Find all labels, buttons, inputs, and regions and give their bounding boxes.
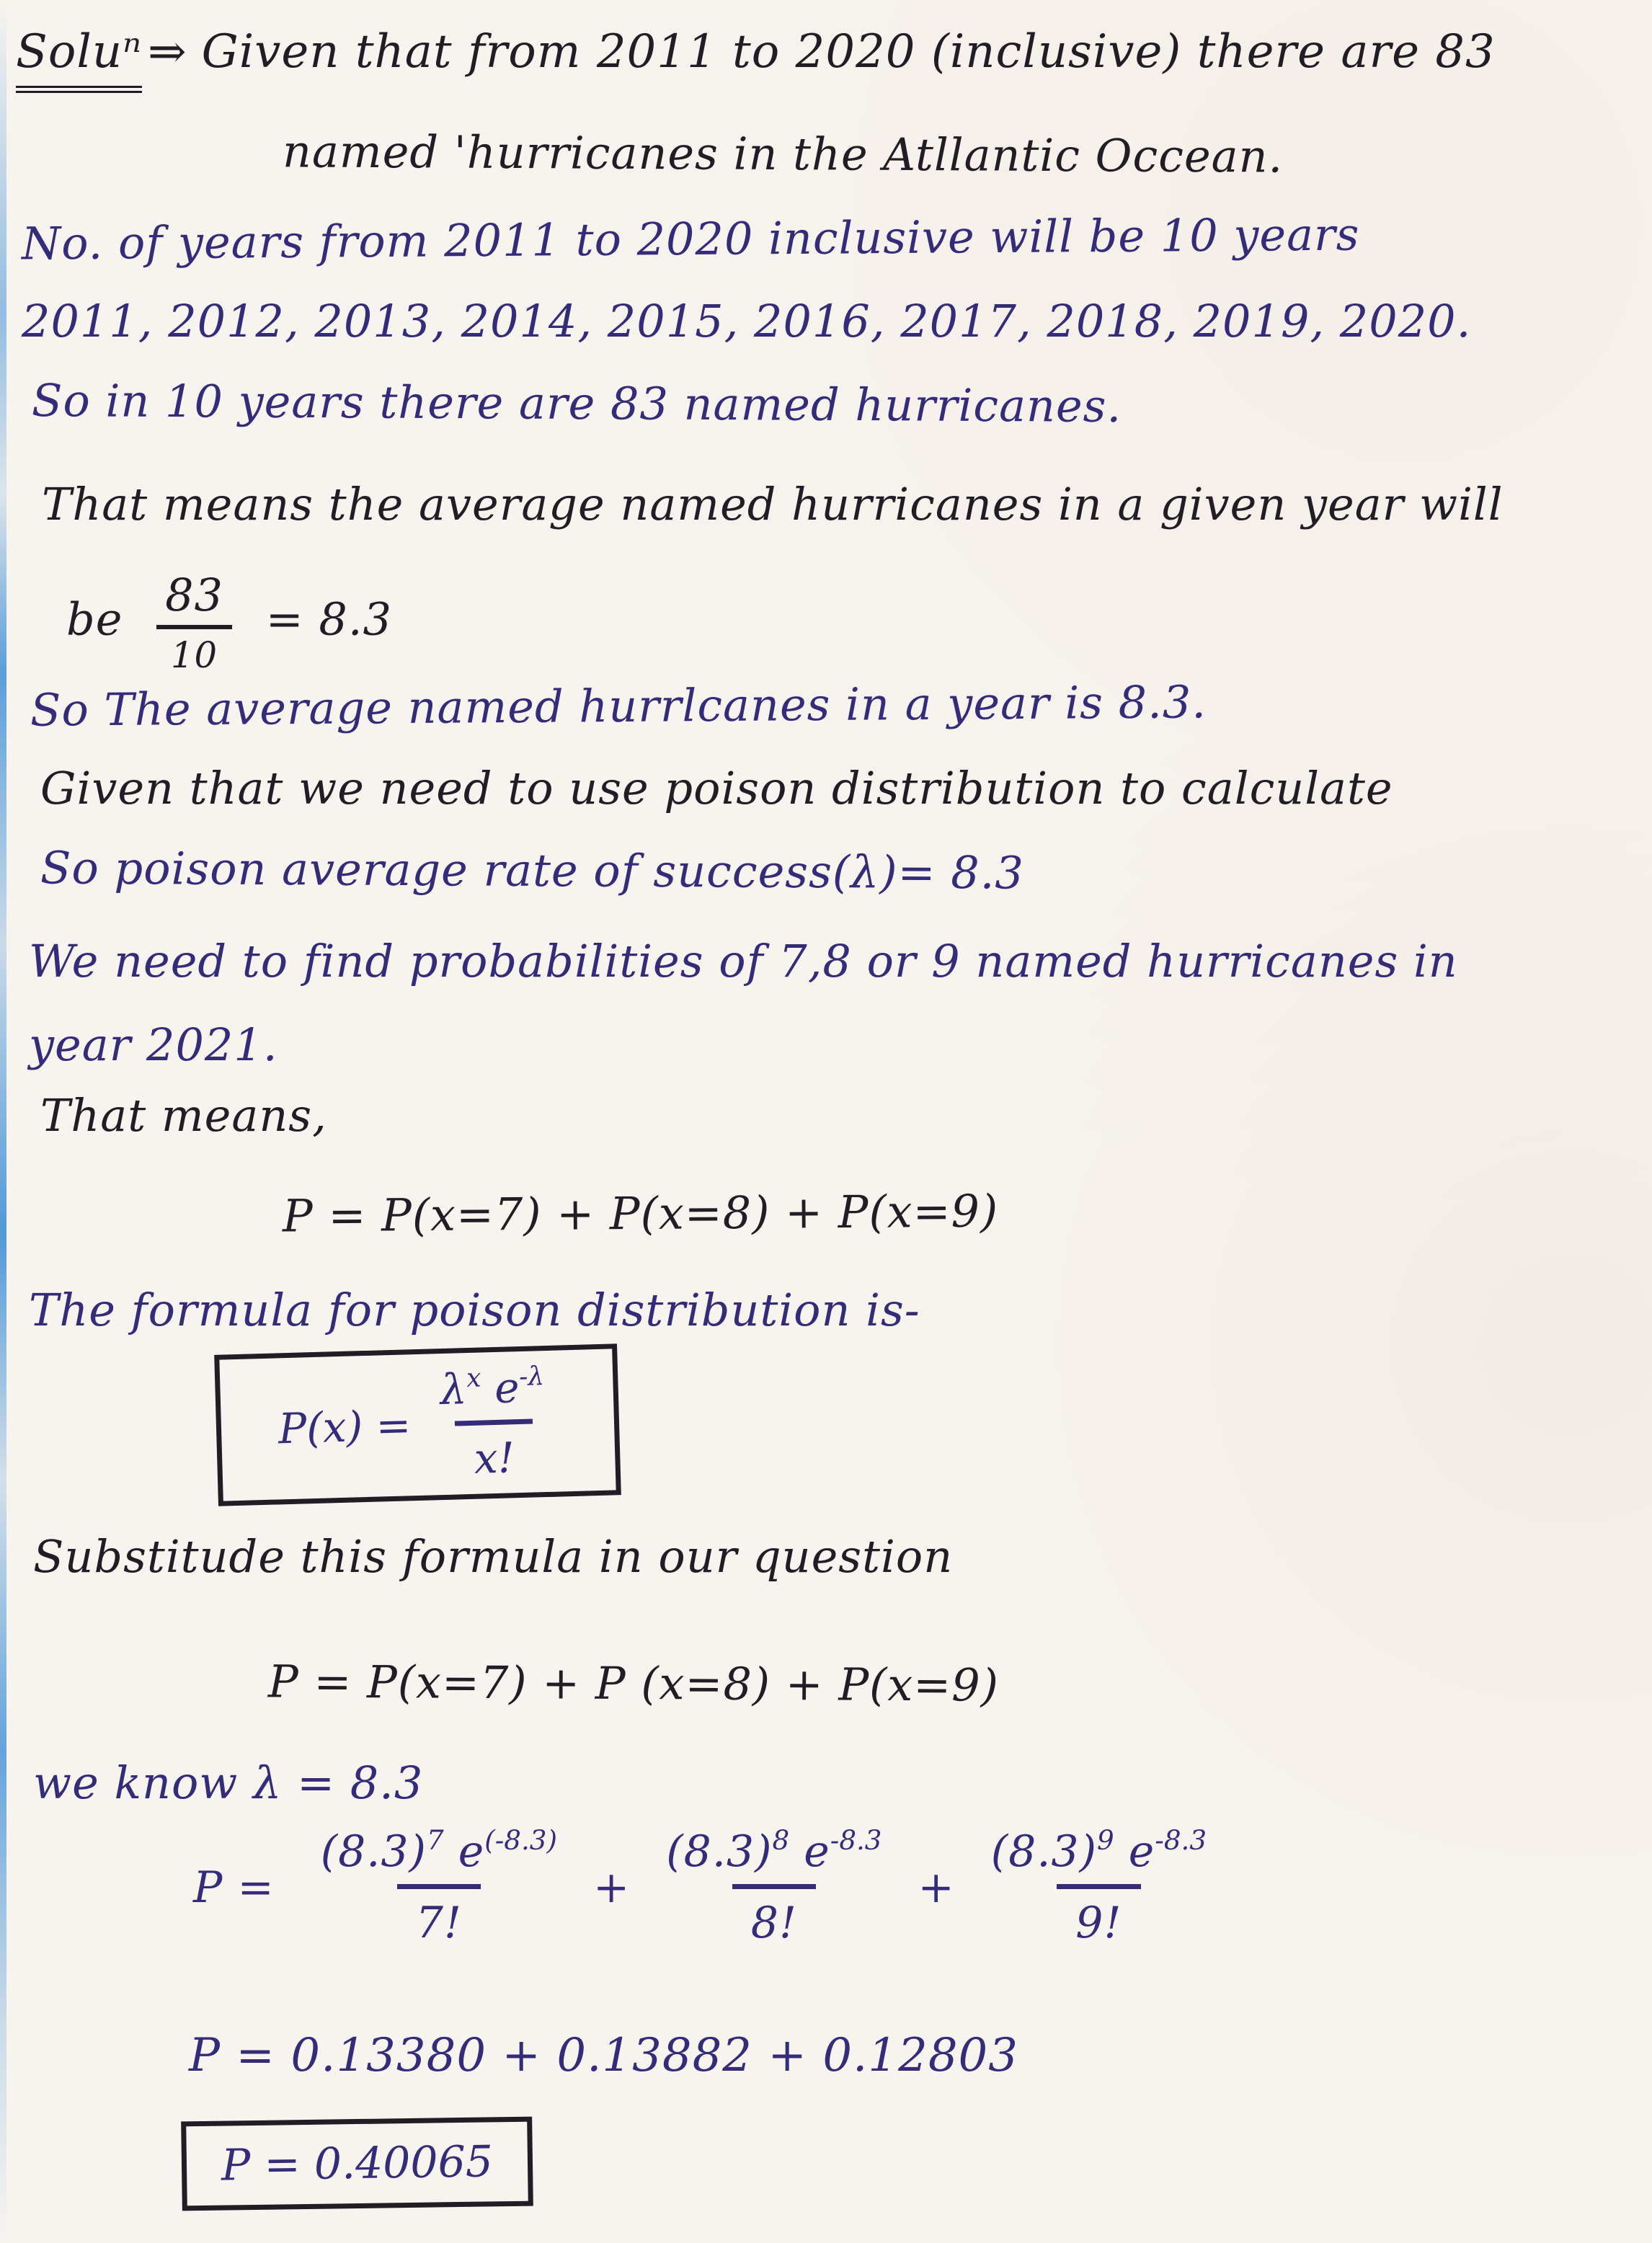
term-2-numerator: $(8.3)^8$ $e^{-8.3}$ xyxy=(666,1824,882,1877)
term-2-power: 8 xyxy=(772,1824,790,1856)
term-1-power: 7 xyxy=(426,1824,444,1856)
line-lambda-value: we know λ = 8.3 xyxy=(33,1756,424,1809)
fraction-prefix: be xyxy=(66,592,123,646)
term-1-numerator: $(8.3)^7$ $e^{(-8.3)}$ xyxy=(320,1824,557,1877)
line-need-poisson: Given that we need to use poison distribution to calculate xyxy=(40,762,1393,814)
scan-edge-artifact xyxy=(0,0,6,2243)
eq-prob-sum-1: P = P(x=7) + P(x=8) + P(x=9) xyxy=(282,1184,999,1243)
line-years-list: 2011, 2012, 2013, 2014, 2015, 2016, 2017, 2018, 2019, 2020. xyxy=(22,295,1472,347)
fraction-denominator: 10 xyxy=(171,634,218,677)
line-substitute: Substitude this formula in our question xyxy=(33,1530,954,1583)
line-average-fraction xyxy=(66,569,392,676)
eq-poisson-expanded xyxy=(193,1826,1218,1948)
term-2-denominator: 8! xyxy=(732,1884,816,1948)
fraction-result: = 8.3 xyxy=(265,592,392,646)
term-3 xyxy=(980,1826,1218,1948)
line-average-result: So The average named hurrlcanes in a year is 8.3. xyxy=(30,675,1207,737)
term-1-denominator: 7! xyxy=(397,1884,481,1948)
line-that-means: That means, xyxy=(40,1089,327,1142)
heading-text: Given that from 2011 to 2020 (inclusive) there are 83 xyxy=(201,25,1496,79)
poisson-fraction xyxy=(428,1362,559,1484)
poisson-formula-box xyxy=(214,1343,621,1506)
line-average-intro: That means the average named hurricanes in a given year will xyxy=(42,478,1504,530)
term-2 xyxy=(654,1826,893,1948)
poisson-lhs: P(x) = xyxy=(277,1400,412,1454)
line-poisson-rate: So poison average rate of success(λ)= 8.3 xyxy=(40,841,1025,900)
exponent-neg-lambda: -λ xyxy=(518,1362,545,1393)
poisson-numerator: $\lambda^x$ $e^{-\lambda}$ xyxy=(439,1362,545,1414)
poisson-denominator: x! xyxy=(454,1418,533,1483)
line-atlantic: named 'hurricanes in the Atllantic Occean. xyxy=(282,125,1284,183)
solution-label: Soluⁿ xyxy=(16,25,142,93)
term-3-numerator: $(8.3)^9$ $e^{-8.3}$ xyxy=(990,1824,1207,1877)
term-1 xyxy=(309,1826,569,1948)
fraction-83-10 xyxy=(156,569,232,676)
poisson-formula xyxy=(277,1362,559,1488)
plus-sign: + xyxy=(592,1862,631,1913)
line-total-hurricanes: So in 10 years there are 83 named hurricanes. xyxy=(31,374,1122,432)
line-find-prob: We need to find probabilities of 7,8 or 9 named hurricanes in xyxy=(29,935,1458,987)
line-year-2021: year 2021. xyxy=(29,1018,278,1071)
exponent-x: x xyxy=(466,1363,481,1394)
expanded-lhs: P = xyxy=(193,1862,275,1913)
plus-sign: + xyxy=(918,1862,955,1913)
line-formula-intro: The formula for poison distribution is- xyxy=(29,1284,920,1336)
term-1-exponent: (-8.3) xyxy=(484,1824,557,1856)
fraction-numerator: 83 xyxy=(156,569,232,629)
eq-prob-sum-2: P = P(x=7) + P (x=8) + P(x=9) xyxy=(267,1655,1000,1712)
line-years-count: No. of years from 2011 to 2020 inclusive will be 10 years xyxy=(21,208,1360,270)
term-3-power: 9 xyxy=(1097,1824,1114,1856)
term-2-exponent: -8.3 xyxy=(830,1824,882,1856)
line-sum-values: P = 0.13380 + 0.13882 + 0.12803 xyxy=(189,2029,1018,2082)
implies-arrow: ⇒ xyxy=(148,25,187,79)
term-3-exponent: -8.3 xyxy=(1155,1824,1207,1856)
final-answer-box xyxy=(181,2117,533,2211)
line-solution-heading xyxy=(16,26,1496,79)
term-3-denominator: 9! xyxy=(1057,1884,1140,1948)
final-answer: P = 0.40065 xyxy=(221,2136,494,2191)
